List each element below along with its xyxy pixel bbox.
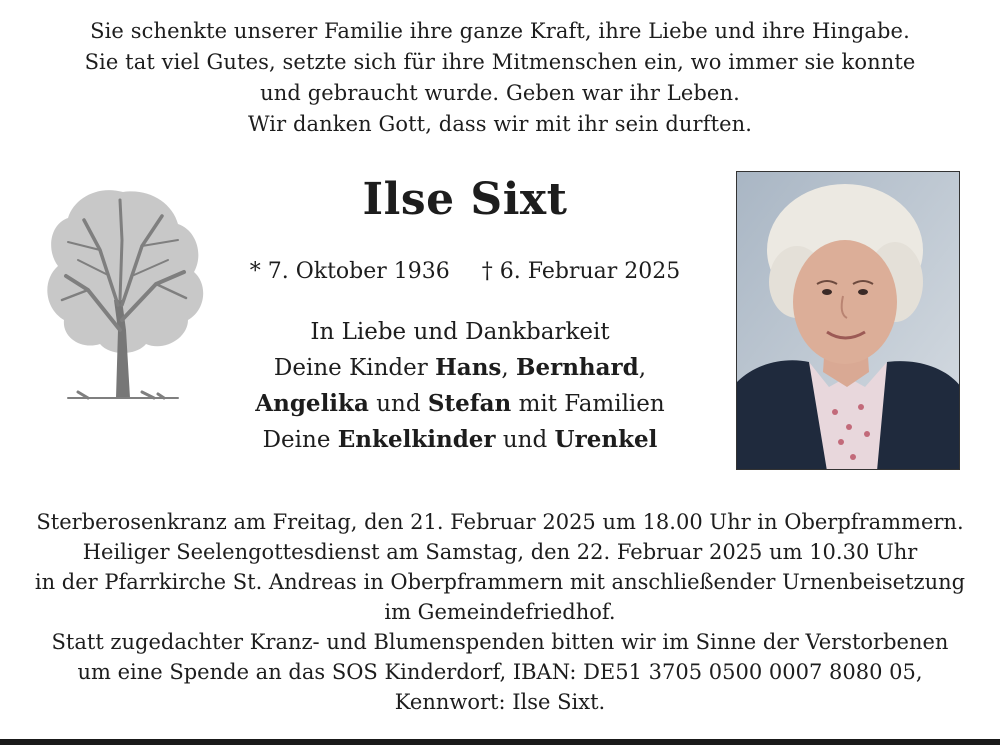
info-line: Heiliger Seelengottesdienst am Samstag, den 22. Februar 2025 um 10.30 Uhr xyxy=(82,540,918,564)
mourner-name: Stefan xyxy=(427,390,512,417)
mourner-name: Hans xyxy=(435,354,502,381)
portrait-photo xyxy=(736,171,960,470)
info-line: Kennwort: Ilse Sixt. xyxy=(394,690,606,714)
mourner-name: Enkelkinder xyxy=(337,426,496,453)
mourners-text: mit Familien xyxy=(511,391,665,417)
mourner-name: Angelika xyxy=(255,390,369,417)
mourners-text: und xyxy=(495,427,555,453)
mourners-text: , xyxy=(501,355,516,381)
death-date: † 6. Februar 2025 xyxy=(481,259,681,284)
motto-line: Sie tat viel Gutes, setzte sich für ihre Mitmenschen ein, wo immer sie konnte xyxy=(84,50,916,74)
info-line: Statt zugedachter Kranz- und Blumenspenden bitten wir im Sinne der Verstorbenen xyxy=(51,630,949,654)
mourner-name: Bernhard xyxy=(516,354,639,381)
info-line: in der Pfarrkirche St. Andreas in Oberpframmern mit anschließender Urnenbeisetzung xyxy=(34,570,966,594)
info-line: im Gemeindefriedhof. xyxy=(384,600,616,624)
mourners-line xyxy=(200,350,720,386)
life-dates xyxy=(240,257,690,287)
deceased-name: Ilse Sixt xyxy=(362,174,568,225)
mourners-text: und xyxy=(368,391,428,417)
info-line: um eine Spende an das SOS Kinderdorf, IBAN: DE51 3705 0500 0007 8080 05, xyxy=(77,660,923,684)
mourners-line: In Liebe und Dankbarkeit xyxy=(310,319,610,345)
mourner-name: Urenkel xyxy=(554,426,658,453)
mourners-text: Deine Kinder xyxy=(273,355,436,381)
motto xyxy=(0,16,1000,140)
mourners-text: , xyxy=(638,355,647,381)
motto-line: Wir danken Gott, dass wir mit ihr sein durften. xyxy=(247,112,753,136)
motto-line: und gebraucht wurde. Geben war ihr Leben. xyxy=(260,81,740,105)
motto-line: Sie schenkte unserer Familie ihre ganze Kraft, ihre Liebe und ihre Hingabe. xyxy=(90,19,910,43)
info-line: Sterberosenkranz am Freitag, den 21. Februar 2025 um 18.00 Uhr in Oberpframmern. xyxy=(36,510,964,534)
service-info xyxy=(0,507,1000,717)
mourners-line xyxy=(200,386,720,422)
mourners-line xyxy=(200,422,720,458)
birth-date: * 7. Oktober 1936 xyxy=(249,259,450,284)
tree-icon xyxy=(38,180,208,405)
mourners-block xyxy=(200,314,720,458)
mourners-text: Deine xyxy=(262,427,338,453)
